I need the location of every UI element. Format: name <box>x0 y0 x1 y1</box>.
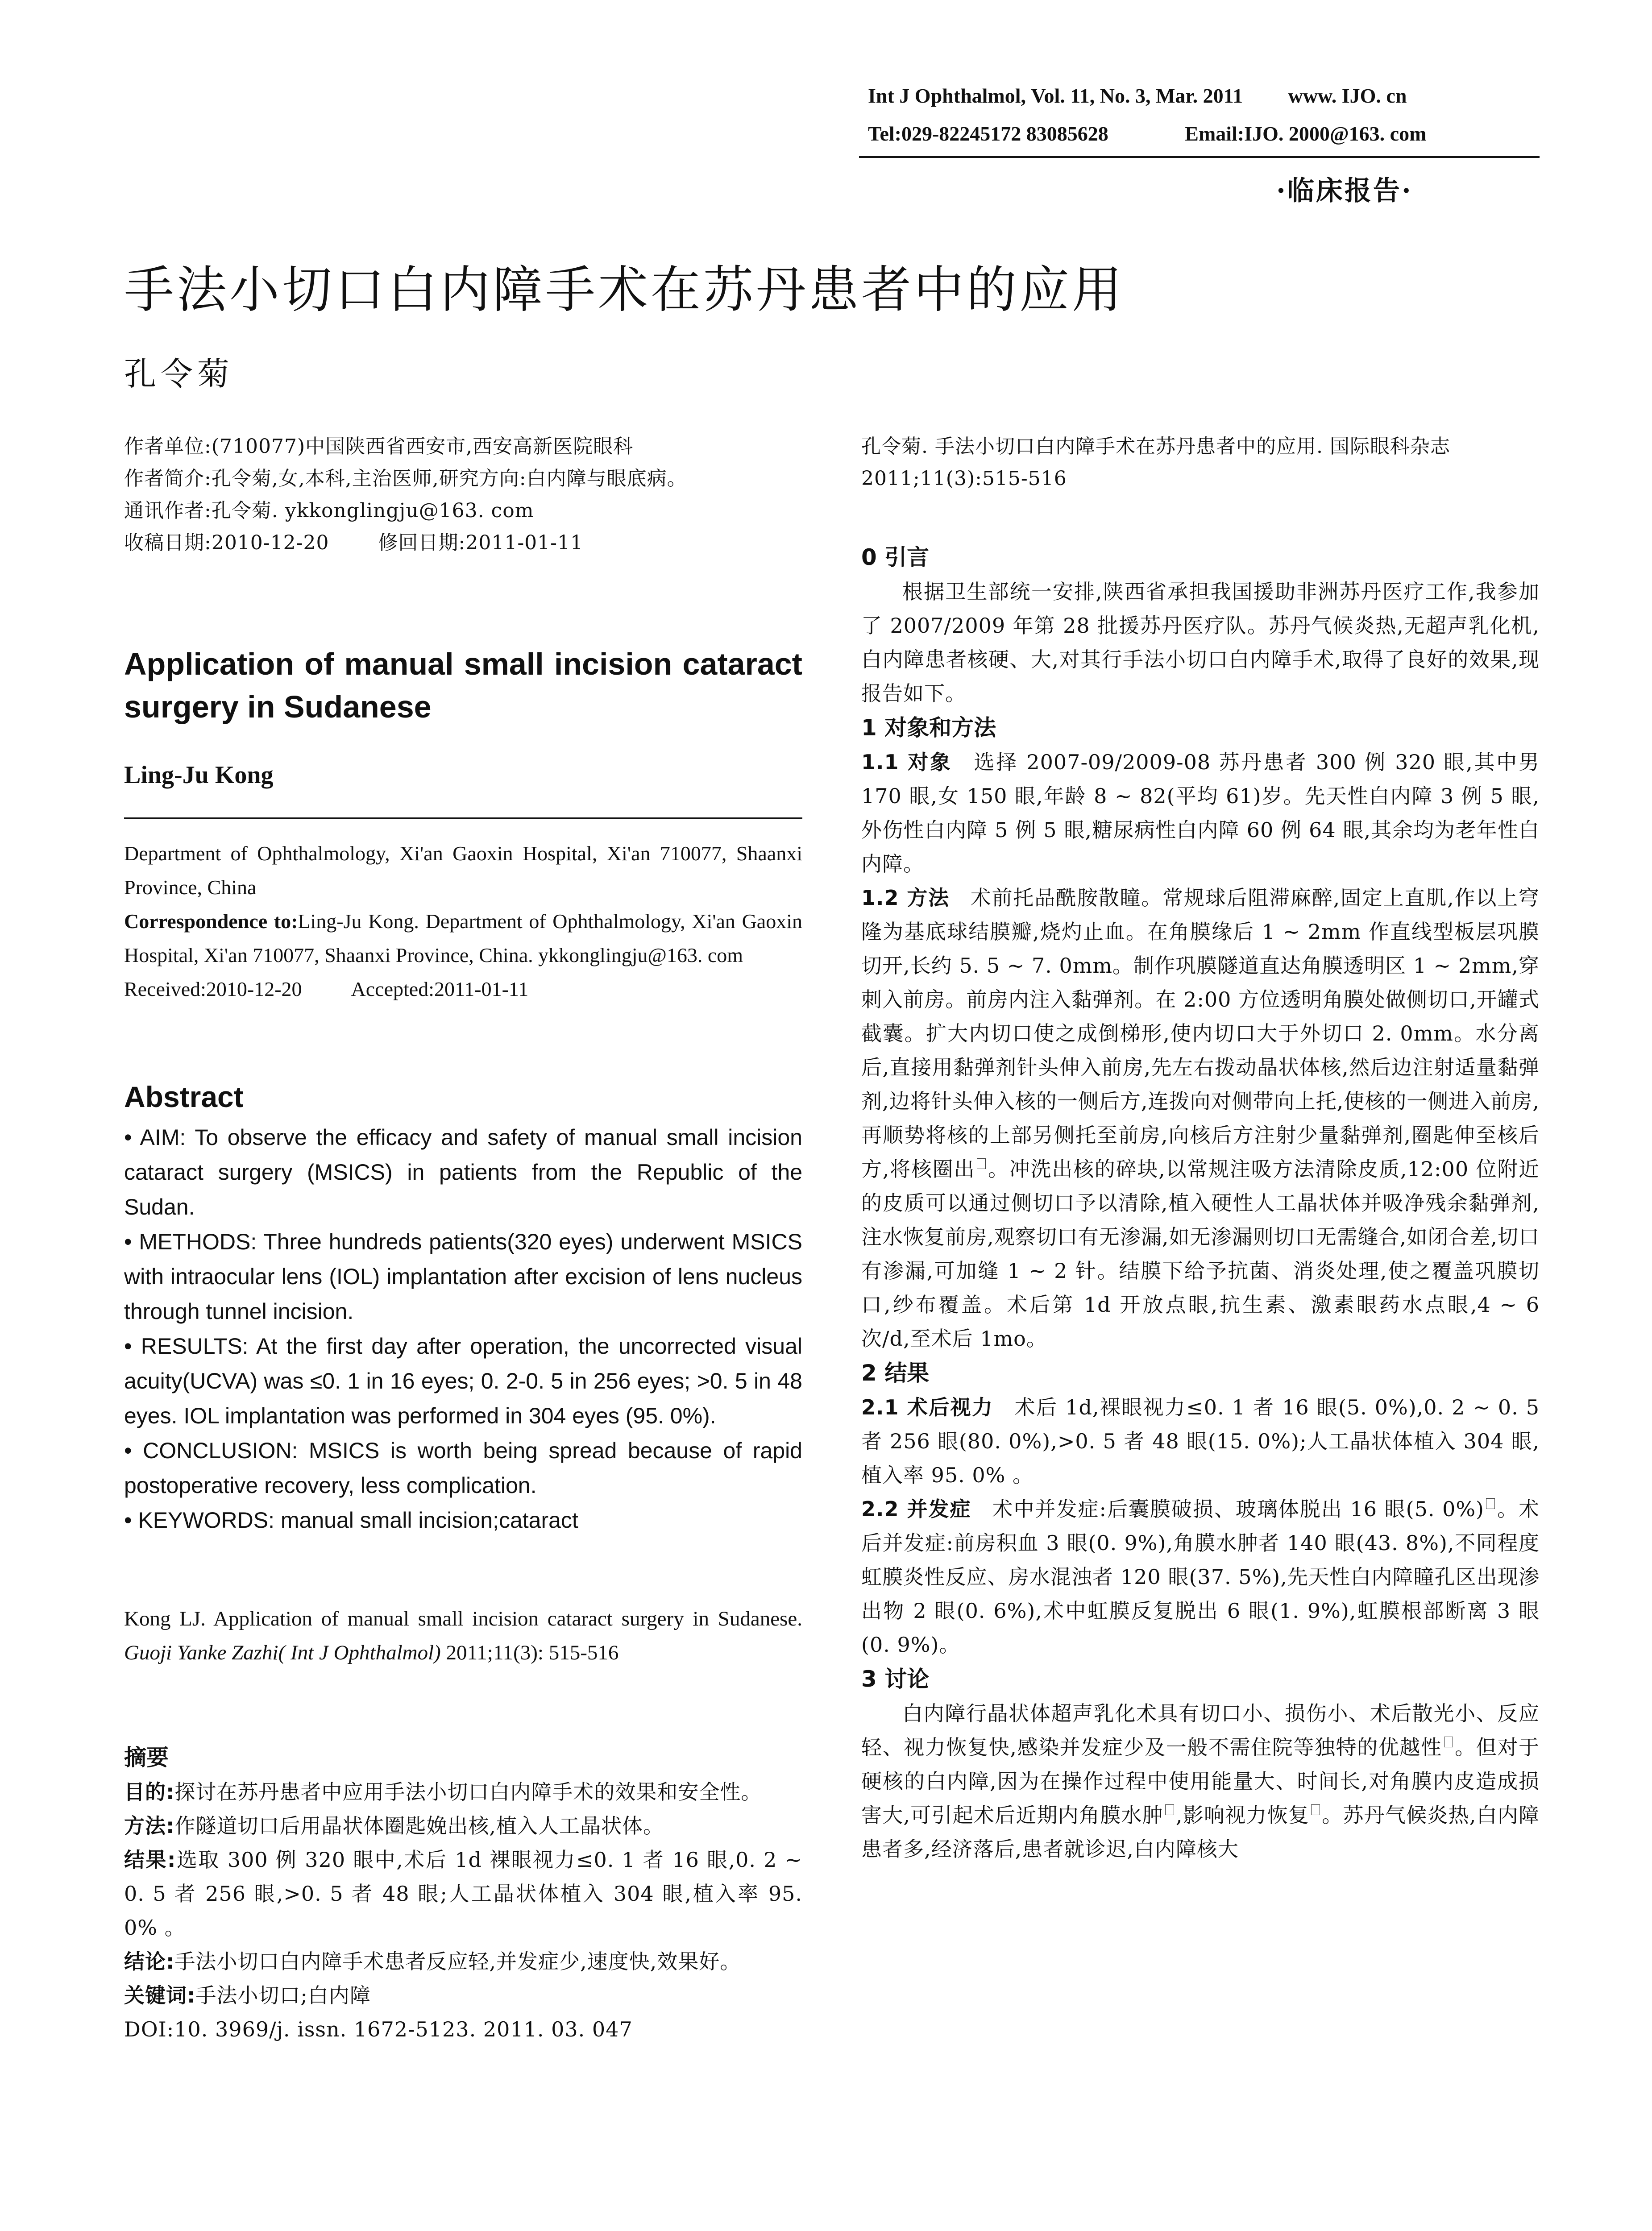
abstract-results: • RESULTS: At the first day after operation, the uncorrected visual acuity(UCVA) was ≤0. 1 in 16 eyes; 0. 2-0. 5 in 256 eyes; >0. 5 in 48 eyes. IOL implantation was performed in 304 eyes (95. 0%). <box>124 1334 802 1428</box>
author-correspondence: 通讯作者:孔令菊. ykkonglingju@163. com <box>124 499 534 522</box>
affiliation-correspondence <box>124 904 802 972</box>
journal-date: Mar. 2011 <box>1156 84 1243 107</box>
journal-tel: Tel:029-82245172 83085628 <box>868 122 1108 145</box>
header-rule <box>859 156 1540 158</box>
reference-mark <box>1486 1498 1495 1509</box>
revised-date: 修回日期:2011-01-11 <box>378 531 584 554</box>
affiliation-en-block <box>124 837 802 1006</box>
section-0-paragraph: 根据卫生部统一安排,陕西省承担我国援助非洲苏丹医疗工作,我参加了 2007/2009 年第 28 批援苏丹医疗队。苏丹气候炎热,无超声乳化机,白内障患者核硬、大,对其行手法小切口白内障手术,取得了良好的效果,现报告如下。 <box>861 580 1540 705</box>
author-unit: 作者单位:(710077)中国陕西省西安市,西安高新医院眼科 <box>124 435 634 458</box>
affiliation-dept: Department of Ophthalmology, Xi'an Gaoxin Hospital, Xi'an 710077, Shaanxi Province, China <box>124 842 802 899</box>
received-date: 收稿日期:2010-12-20 <box>124 531 329 554</box>
abstract-cn <box>124 1740 802 2046</box>
author-dates <box>124 527 802 559</box>
author-bio: 作者简介:孔令菊,女,本科,主治医师,研究方向:白内障与眼底病。 <box>124 467 687 490</box>
doi: DOI:10. 3969/j. issn. 1672-5123. 2011. 03. 047 <box>124 2017 633 2041</box>
running-header-line2 <box>868 120 1426 147</box>
section-2-2: 2.2 并发症 术中并发症:后囊膜破损、玻璃体脱出 16 眼(5. 0%) 。术后并发症:前房积血 3 眼(0. 9%),角膜水肿者 140 眼(43. 8%),不同程度虹膜炎性反应、房水混浊者 120 眼(37. 5%),先天性白内障瞳孔区出现渗出物 2 眼(0. 6%),术中虹膜反复脱出 6 眼(1. 9%),虹膜根部断离 3 眼(0. 9%)。 <box>861 1497 1540 1657</box>
correspondence-text: Ling-Ju Kong. Department of Ophthalmology, Xi'an Gaoxin Hospital, Xi'an 710077, Shaanxi Province, China. ykkonglingju@163. com <box>124 910 802 966</box>
section-3-heading: 3 讨论 <box>861 1666 930 1692</box>
journal-name: Int J Ophthalmol <box>868 84 1021 107</box>
affiliation-dates <box>124 972 802 1006</box>
abstract-methods: • METHODS: Three hundreds patients(320 eyes) underwent MSICS with intraocular lens (IOL) implantation after excision of lens nucleus through tunnel incision. <box>124 1229 802 1324</box>
journal-issue: No. 3 <box>1100 84 1146 107</box>
section-0-heading: 0 引言 <box>861 544 930 570</box>
reference-mark <box>1444 1737 1453 1747</box>
citation-cn: 孔令菊. 手法小切口白内障手术在苏丹患者中的应用. 国际眼科杂志 2011;11(3):515-516 <box>861 435 1450 490</box>
abstract-cn-aim: 目的:探讨在苏丹患者中应用手法小切口白内障手术的效果和安全性。 <box>124 1780 762 1804</box>
author-en: Ling-Ju Kong <box>124 761 274 789</box>
reference-mark <box>977 1158 986 1169</box>
abstract-cn-results: 结果:选取 300 例 320 眼中,术后 1d 裸眼视力≤0. 1 者 16 眼,0. 2 ~ 0. 5 者 256 眼,>0. 5 者 48 眼;人工晶状体植入 304 眼,植入率 95. 0% 。 <box>124 1848 802 1940</box>
section-1-1: 1.1 对象 选择 2007-09/2009-08 苏丹患者 300 例 320 眼,其中男 170 眼,女 150 眼,年龄 8 ~ 82(平均 61)岁。先天性白内障 3 例 5 眼,外伤性白内障 5 例 5 眼,糖尿病性白内障 60 例 64 眼,其余均为老年性白内障。 <box>861 750 1540 876</box>
citation-en-post: 2011;11(3): 515-516 <box>440 1641 619 1664</box>
abstract-en-body <box>124 1120 802 1538</box>
section-1-heading: 1 对象和方法 <box>861 715 996 741</box>
reference-mark <box>1165 1804 1174 1815</box>
abstract-en-heading: Abstract <box>124 1080 244 1113</box>
reference-mark <box>1311 1804 1320 1815</box>
abstract-cn-conclusion: 结论:手法小切口白内障手术患者反应轻,并发症少,速度快,效果好。 <box>124 1949 741 1974</box>
abstract-cn-methods: 方法:作隧道切口后用晶状体圈匙娩出核,植入人工晶状体。 <box>124 1814 664 1838</box>
section-2-1: 2.1 术后视力 术后 1d,裸眼视力≤0. 1 者 16 眼(5. 0%),0. 2 ~ 0. 5 者 256 眼(80. 0%),>0. 5 者 48 眼(15. 0%);人工晶状体植入 304 眼,植入率 95. 0% 。 <box>861 1395 1540 1487</box>
author-info-block <box>124 431 802 559</box>
section-label: ·临床报告· <box>1276 175 1413 207</box>
author-rule <box>124 817 802 819</box>
abstract-cn-keywords: 关键词:手法小切口;白内障 <box>124 1983 371 2007</box>
citation-en <box>124 1602 802 1670</box>
journal-email: Email:IJO. 2000@163. com <box>1185 122 1427 145</box>
journal-volume: Vol. 11 <box>1031 84 1090 107</box>
article-title-cn: 手法小切口白内障手术在苏丹患者中的应用 <box>124 261 1125 319</box>
citation-en-pre: Kong LJ. Application of manual small incision cataract surgery in Sudanese. <box>124 1607 802 1630</box>
abstract-conclusion: • CONCLUSION: MSICS is worth being spread because of rapid postoperative recovery, less complication. <box>124 1438 802 1498</box>
article-body <box>861 540 1540 1866</box>
abstract-cn-heading: 摘要 <box>124 1745 169 1771</box>
received-en: Received:2010-12-20 <box>124 978 302 1000</box>
section-3-paragraph: 白内障行晶状体超声乳化术具有切口小、损伤小、术后散光小、反应轻、视力恢复快,感染并发症少及一般不需住院等独特的优越性 。但对于硬核的白内障,因为在操作过程中使用能量大、时间长,对角膜内皮造成损害大,可引起术后近期内角膜水肿 ,影响视力恢复 。苏丹气候炎热,白内障患者多,经济落后,患者就诊迟,白内障核大 <box>861 1701 1540 1861</box>
citation-en-journal: Guoji Yanke Zazhi( Int J Ophthalmol) <box>124 1641 441 1664</box>
abstract-aim: • AIM: To observe the efficacy and safety of manual small incision cataract surgery (MSICS) in patients from the Republic of the Sudan. <box>124 1125 802 1219</box>
accepted-en: Accepted:2011-01-11 <box>351 978 529 1000</box>
section-2-heading: 2 结果 <box>861 1360 930 1386</box>
author-cn: 孔令菊 <box>124 355 234 393</box>
section-1-2: 1.2 方法 术前托品酰胺散瞳。常规球后阻滞麻醉,固定上直肌,作以上穹隆为基底球结膜瓣,烧灼止血。在角膜缘后 1 ~ 2mm 作直线型板层巩膜切开,长约 5. 5 ~ 7. 0mm。制作巩膜隧道直达角膜透明区 1 ~ 2mm,穿刺入前房。前房内注入黏弹剂。在 2:00 方位透明角膜处做侧切口,开罐式截囊。扩大内切口使之成倒梯形,使内切口大于外切口 2. 0mm。水分离后,直接用黏弹剂针头伸入前房,先左右拨动晶状体核,然后边注射适量黏弹剂,边将针头伸入核的一侧后方,连拨向对侧带向上托,使核的一侧进入前房,再顺势将核的上部另侧托至前房,向核后方注射少量黏弹剂,圈匙伸至核后方,将核圈出 。冲洗出核的碎块,以常规注吸方法清除皮质,12:00 位附近的皮质可以通过侧切口予以清除,植入硬性人工晶状体并吸净残余黏弹剂,注水恢复前房,观察切口有无渗漏,如无渗漏则切口无需缝合,如闭合差,切口有渗漏,可加缝 1 ~ 2 针。结膜下给予抗菌、消炎处理,使之覆盖巩膜切口,纱布覆盖。术后第 1d 开放点眼,抗生素、激素眼药水点眼,4 ~ 6 次/d,至术后 1mo。 <box>861 886 1540 1351</box>
journal-website: www. IJO. cn <box>1288 84 1407 107</box>
correspondence-label: Correspondence to: <box>124 910 298 933</box>
article-title-en: Application of manual small incision cataract surgery in Sudanese <box>124 647 802 724</box>
running-header-line1: Int J Ophthalmol, Vol. 11, No. 3, Mar. 2011 www. IJO. cn <box>868 83 1407 109</box>
abstract-keywords: • KEYWORDS: manual small incision;cataract <box>124 1508 578 1533</box>
